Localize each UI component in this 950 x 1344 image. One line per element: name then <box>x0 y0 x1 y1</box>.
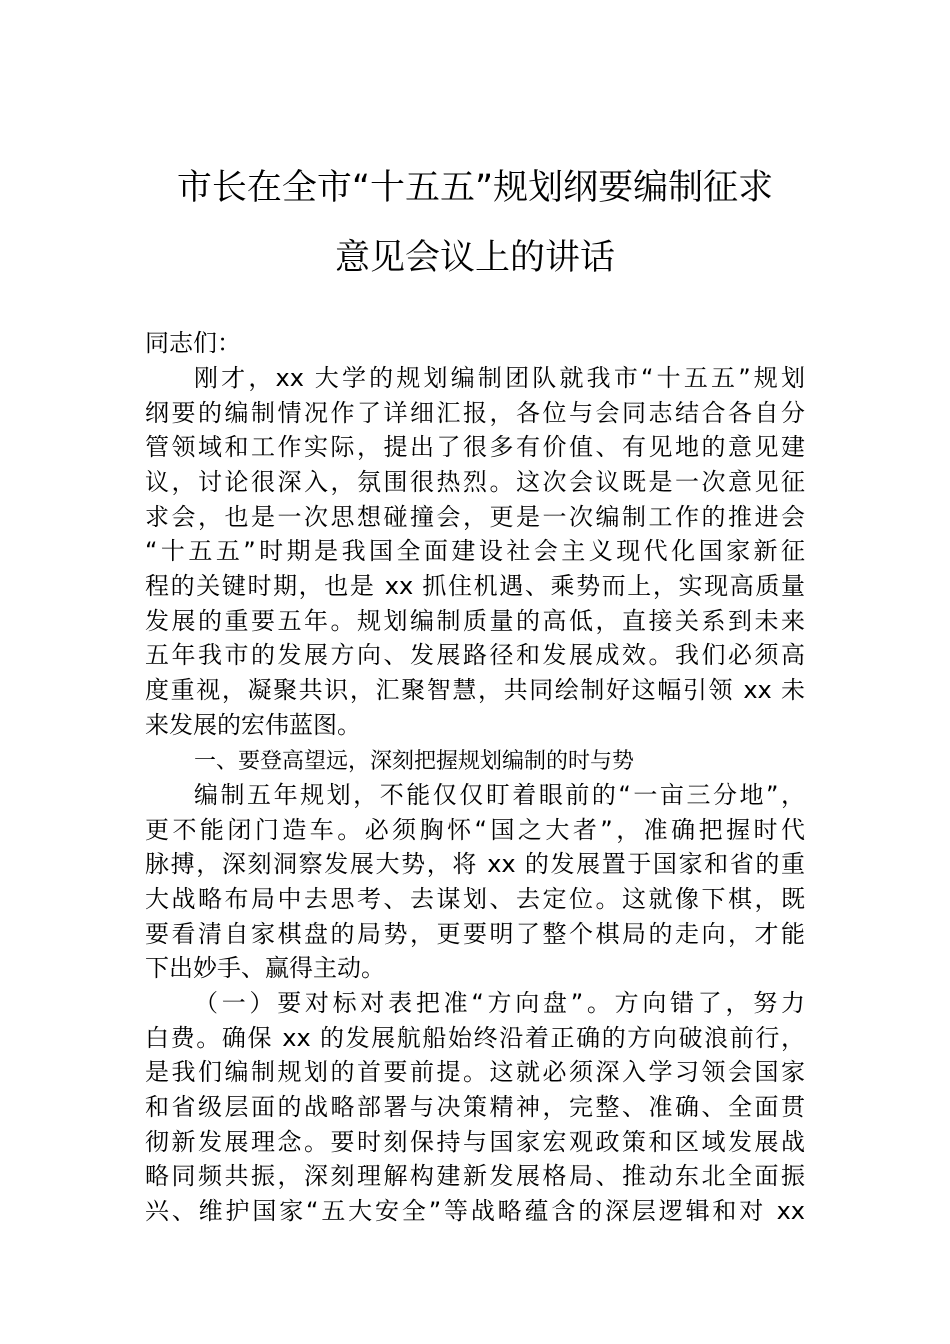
paragraph-2-line: 编制五年规划，不能仅仅盯着眼前的“一亩三分地”， <box>194 781 805 809</box>
paragraph-1-line: 管领域和工作实际，提出了很多有价值、有见地的意见建 <box>145 433 805 461</box>
paragraph-2-line: 下出妙手、赢得主动。 <box>145 954 385 982</box>
paragraph-1-line: 来发展的宏伟蓝图。 <box>145 711 361 739</box>
paragraph-3-line: 和省级层面的战略部署与决策精神，完整、准确、全面贯 <box>145 1093 805 1121</box>
paragraph-1-line: “十五五”时期是我国全面建设社会主义现代化国家新征 <box>145 537 805 565</box>
salutation: 同志们： <box>145 329 241 357</box>
paragraph-2-line: 大战略布局中去思考、去谋划、去定位。这就像下棋，既 <box>145 885 805 913</box>
paragraph-1-line: 纲要的编制情况作了详细汇报，各位与会同志结合各自分 <box>145 399 805 427</box>
paragraph-3-line: （一）要对标对表把准“方向盘”。方向错了，努力 <box>194 989 805 1017</box>
paragraph-1-line: 议，讨论很深入，氛围很热烈。这次会议既是一次意见征 <box>145 468 805 496</box>
paragraph-2-line: 要看清自家棋盘的局势，更要明了整个棋局的走向，才能 <box>145 920 805 948</box>
paragraph-1-line: 刚才，xx 大学的规划编制团队就我市“十五五”规划 <box>194 364 805 392</box>
paragraph-2-line: 脉搏，深刻洞察发展大势，将 xx 的发展置于国家和省的重 <box>145 850 805 878</box>
paragraph-1-line: 五年我市的发展方向、发展路径和发展成效。我们必须高 <box>145 641 805 669</box>
paragraph-1-line: 求会，也是一次思想碰撞会，更是一次编制工作的推进会 <box>145 503 805 531</box>
section-heading: 一、要登高望远，深刻把握规划编制的时与势 <box>194 749 635 774</box>
document-title-line-2: 意见会议上的讲话 <box>334 238 615 278</box>
paragraph-1-line: 度重视，凝聚共识，汇聚智慧，共同绘制好这幅引领 xx 未 <box>145 676 805 704</box>
document-title-line-1: 市长在全市“十五五”规划纲要编制征求 <box>176 168 774 208</box>
paragraph-3-line: 略同频共振，深刻理解构建新发展格局、推动东北全面振 <box>145 1162 805 1190</box>
paragraph-1-line: 程的关键时期，也是 xx 抓住机遇、乘势而上，实现高质量 <box>145 572 805 600</box>
paragraph-2-line: 更不能闭门造车。必须胸怀“国之大者”，准确把握时代 <box>145 816 805 844</box>
paragraph-3-line: 兴、维护国家“五大安全”等战略蕴含的深层逻辑和对 xx <box>145 1197 805 1225</box>
paragraph-3-line: 是我们编制规划的首要前提。这就必须深入学习领会国家 <box>145 1058 805 1086</box>
paragraph-3-line: 彻新发展理念。要时刻保持与国家宏观政策和区域发展战 <box>145 1128 805 1156</box>
paragraph-3-line: 白费。确保 xx 的发展航船始终沿着正确的方向破浪前行， <box>145 1024 805 1052</box>
paragraph-1-line: 发展的重要五年。规划编制质量的高低，直接关系到未来 <box>145 607 805 635</box>
